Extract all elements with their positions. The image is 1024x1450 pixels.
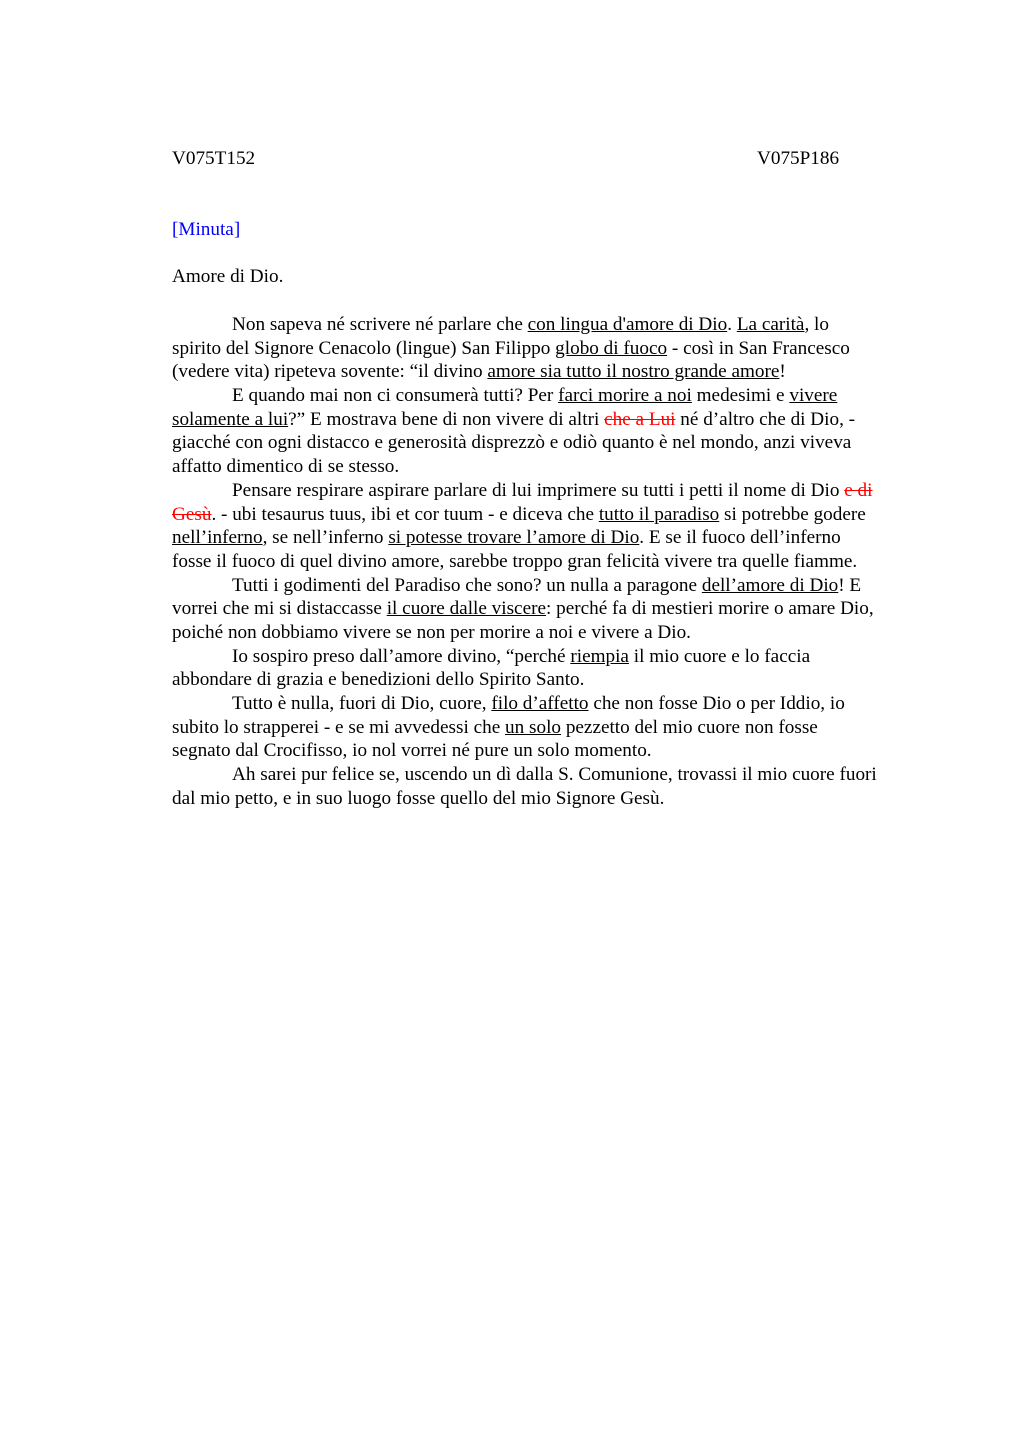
text-segment: Tutti i godimenti del Paradiso che sono? un nulla a paragone <box>232 574 702 596</box>
underlined-text: tutto il paradiso <box>598 503 720 525</box>
text-segment: segnato dal Crocifisso, io nol vorrei né pure un solo momento. <box>172 740 652 762</box>
text-segment: spirito del Signore Cenacolo (lingue) San Filippo <box>172 337 556 359</box>
text-segment: : perché fa di mestieri morire o amare Dio, <box>546 598 874 620</box>
text-line <box>172 455 932 479</box>
text-segment: il mio cuore e lo faccia <box>628 645 811 667</box>
text-segment: dal mio petto, e in suo luogo fosse quello del mio Signore Gesù. <box>172 787 665 809</box>
underlined-text: vivere <box>789 385 838 407</box>
text-line <box>172 739 932 763</box>
text-line <box>172 360 932 384</box>
text-line <box>172 503 932 527</box>
text-segment: abbondare di grazia e benedizioni dello Spirito Santo. <box>172 669 585 691</box>
text-line <box>172 668 932 692</box>
underlined-text: con lingua d'amore di Dio <box>527 314 728 335</box>
minuta-label: [Minuta] <box>172 219 241 240</box>
text-line <box>172 621 932 645</box>
text-line <box>172 550 932 574</box>
deleted-text: che a Lui <box>604 408 676 430</box>
text-line <box>172 313 932 337</box>
text-segment: fosse il fuoco di quel divino amore, sarebbe troppo gran felicità vivere tra quelle fiamme. <box>172 550 858 572</box>
document-subject: Amore di Dio. <box>172 266 284 287</box>
text-line <box>172 384 932 408</box>
text-segment: , lo <box>804 314 829 335</box>
text-segment: Non sapeva né scrivere né parlare che <box>232 314 528 335</box>
text-line <box>172 716 932 740</box>
text-line <box>172 337 932 361</box>
text-line <box>172 574 932 598</box>
underlined-text: il cuore dalle viscere <box>386 598 546 620</box>
document-code-right: V075P186 <box>757 148 840 169</box>
text-segment: subito lo strapperei - e se mi avvedessi che <box>172 716 506 738</box>
deleted-text: e di <box>844 479 873 501</box>
deleted-text: Gesù <box>172 503 212 525</box>
document-body <box>172 313 932 810</box>
text-segment: vorrei che mi si distaccasse <box>172 598 387 620</box>
underlined-text: La carità <box>736 314 805 335</box>
text-segment: . - ubi tesaurus tuus, ibi et cor tuum - e diceva che <box>211 503 599 525</box>
text-segment: E quando mai non ci consumerà tutti? Per <box>232 385 559 407</box>
underlined-text: filo d’affetto <box>491 693 589 714</box>
text-segment: . E se il fuoco dell’inferno <box>639 527 841 549</box>
text-line <box>172 526 932 550</box>
text-segment: ?” E mostrava bene di non vivere di altri <box>288 408 605 430</box>
text-segment: si potrebbe godere <box>719 503 866 525</box>
text-segment: ! <box>779 361 786 383</box>
text-segment: poiché non dobbiamo vivere se non per morire a noi e vivere a Dio. <box>172 621 691 643</box>
text-segment: ! E <box>838 574 862 596</box>
text-segment: . <box>727 314 737 335</box>
text-line <box>172 479 932 503</box>
underlined-text: farci morire a noi <box>558 385 692 407</box>
document-code-left: V075T152 <box>172 148 256 169</box>
underlined-text: amore sia tutto il nostro grande amore <box>487 361 780 383</box>
text-segment: (vedere vita) ripeteva sovente: “il divino <box>172 361 488 383</box>
underlined-text: un solo <box>505 716 562 738</box>
underlined-text: globo di fuoco <box>555 337 668 359</box>
text-segment: Pensare respirare aspirare parlare di lui imprimere su tutti i petti il nome di Dio <box>232 479 845 501</box>
text-line <box>172 645 932 669</box>
text-segment: che non fosse Dio o per Iddio, io <box>588 693 845 714</box>
text-segment: medesimi e <box>691 385 790 407</box>
text-segment: pezzetto del mio cuore non fosse <box>561 716 818 738</box>
underlined-text: riempia <box>570 645 629 667</box>
underlined-text: dell’amore di Dio <box>701 574 839 596</box>
text-segment: - così in San Francesco <box>667 337 850 359</box>
text-line <box>172 692 932 716</box>
text-line <box>172 408 932 432</box>
underlined-text: solamente a lui <box>172 408 289 430</box>
text-line <box>172 431 932 455</box>
text-segment: Ah sarei pur felice se, uscendo un dì dalla S. Comunione, trovassi il mio cuore fuori <box>232 764 877 786</box>
text-segment: Io sospiro preso dall’amore divino, “perché <box>232 645 571 667</box>
text-segment: affatto dimentico di se stesso. <box>172 456 400 478</box>
text-segment: , se nell’inferno <box>262 527 389 549</box>
text-line <box>172 787 932 811</box>
text-segment: Tutto è nulla, fuori di Dio, cuore, <box>232 693 492 714</box>
underlined-text: si potesse trovare l’amore di Dio <box>388 527 640 549</box>
text-segment: giacché con ogni distacco e generosità disprezzò e odiò quanto è nel mondo, anzi viveva <box>172 432 852 454</box>
text-line <box>172 597 932 621</box>
text-line <box>172 763 932 787</box>
underlined-text: nell’inferno <box>172 527 263 549</box>
text-segment: né d’altro che di Dio, - <box>675 408 856 430</box>
